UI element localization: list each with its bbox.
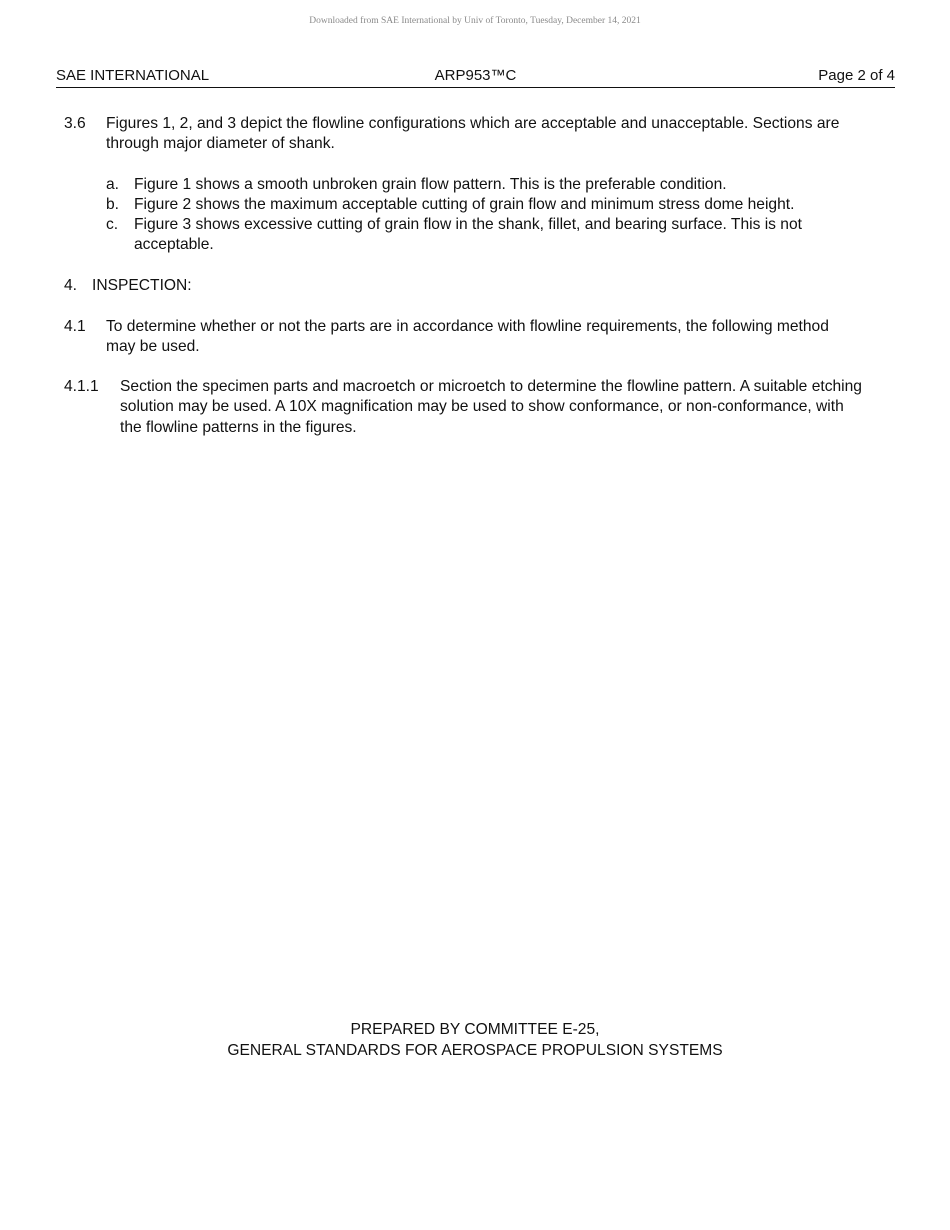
- section-4-1-1: [64, 377, 866, 438]
- download-watermark: Downloaded from SAE International by Univ of Toronto, Tuesday, December 14, 2021: [309, 16, 641, 26]
- list-item: [106, 195, 876, 215]
- section-3-6: [64, 114, 844, 155]
- page-header: [56, 67, 895, 88]
- footer-committee-name: GENERAL STANDARDS FOR AEROSPACE PROPULSION SYSTEMS: [227, 1041, 723, 1059]
- list-item: [106, 175, 866, 195]
- section-number: 4.1.1: [64, 378, 99, 395]
- section-text: Section the specimen parts and macroetch or microetch to determine the flowline pattern. A suitable etching solution may be used. A 10X magnification may be used to show conformance, or non-conformance, with the flowline patterns in the figures.: [120, 378, 862, 436]
- section-number: 3.6: [64, 115, 86, 132]
- organization-name: SAE INTERNATIONAL: [56, 67, 210, 84]
- list-item-text: Figure 1 shows a smooth unbroken grain flow pattern. This is the preferable condition.: [134, 176, 727, 193]
- list-item-marker: b.: [106, 196, 120, 213]
- footer-committee: PREPARED BY COMMITTEE E-25,: [350, 1021, 600, 1038]
- list-item: [106, 215, 851, 256]
- prepared-by-footer: [0, 1020, 950, 1061]
- list-item-text: Figure 2 shows the maximum acceptable cutting of grain flow and minimum stress dome height.: [134, 196, 795, 213]
- section-text: Figures 1, 2, and 3 depict the flowline configurations which are acceptable and unacceptable. Sections are through major diameter of shank.: [106, 115, 840, 153]
- section-number: 4.: [64, 277, 78, 294]
- section-number: 4.1: [64, 318, 86, 335]
- document-id: ARP953™C: [434, 67, 517, 84]
- page-number: Page 2 of 4: [818, 67, 895, 84]
- list-item-marker: c.: [106, 216, 119, 233]
- section-4-heading: [64, 276, 464, 296]
- section-text: To determine whether or not the parts are in accordance with flowline requirements, the following method may be used.: [106, 318, 829, 356]
- section-4-1: [64, 317, 854, 358]
- list-item-marker: a.: [106, 176, 120, 193]
- list-item-text: Figure 3 shows excessive cutting of grain flow in the shank, fillet, and bearing surface. This is not acceptable.: [134, 216, 802, 254]
- section-heading: INSPECTION:: [92, 277, 192, 294]
